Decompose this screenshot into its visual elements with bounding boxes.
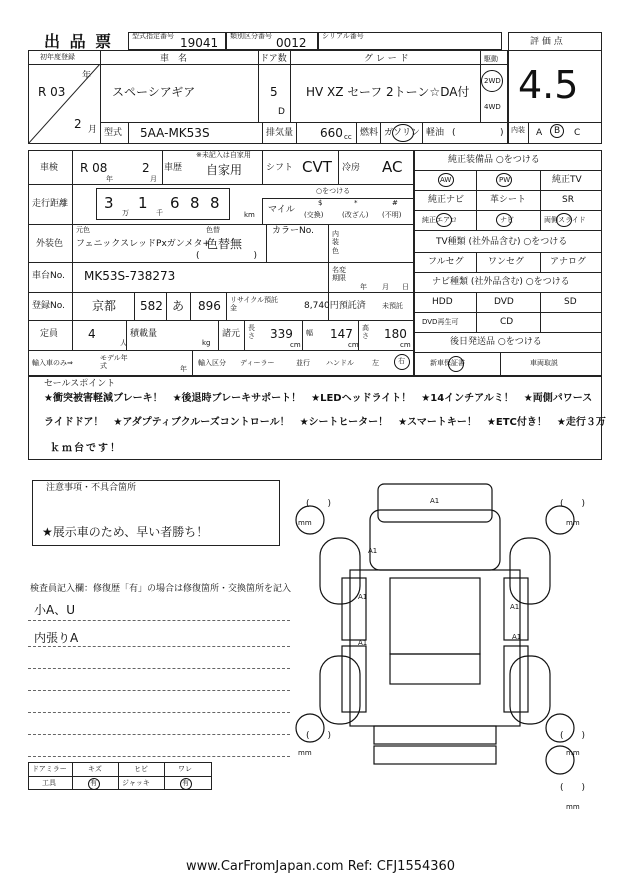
color-change-label: 色替 <box>206 226 220 234</box>
sales-line-2: ライドドア！ ★アダプティブクルーズコントロール！ ★シートヒーター！ ★スマートキー！ ★ETC付き！ ★走行３万 <box>44 417 606 428</box>
mileage-digit-1: 3 <box>104 194 114 212</box>
equip-aw: AW <box>440 176 452 184</box>
later-label: 後日発送品 ○をつける <box>450 337 542 347</box>
import-parallel: 並行 <box>296 359 310 367</box>
tv-analog: アナログ <box>550 257 587 267</box>
mileage-sen: 千 <box>156 209 163 217</box>
legend-mirror: ドアミラー <box>32 765 67 773</box>
interior-label: 内装 <box>511 126 525 134</box>
dim-label: 諸元 <box>222 329 241 339</box>
reg-era: R 03 <box>38 85 66 99</box>
equip-tv: 純正TV <box>552 175 582 185</box>
tire-spare-paren: ( ) <box>560 783 586 793</box>
diagram-mark-right-door1: A1 <box>510 603 520 611</box>
reg-label: 初年度登録 <box>40 53 75 61</box>
regno-label: 登録No. <box>32 301 65 311</box>
tire-fl-paren: ( ) <box>306 499 332 509</box>
navi-sd: SD <box>564 297 577 307</box>
tv-full: フルセグ <box>428 257 464 267</box>
mileage-digit-4: 8 <box>190 194 200 212</box>
legend-tool: 工具 <box>42 779 56 787</box>
tire-rr-unit: mm <box>566 749 580 757</box>
hgt: 180 <box>384 327 407 341</box>
hgt-label: 高さ <box>362 324 369 341</box>
len: 339 <box>270 327 293 341</box>
diagram-mark-front: A1 <box>430 497 440 505</box>
model-year-label: モデル年式 <box>100 354 128 371</box>
equip-leather: 革シート <box>490 195 527 205</box>
navi-label: ナビ種類 (社外品含む) ○をつける <box>432 277 570 287</box>
tire-fr-paren: ( ) <box>560 499 586 509</box>
cap: 4 <box>88 327 96 341</box>
navi-hdd: HDD <box>432 297 453 307</box>
type-no: 19041 <box>180 36 219 50</box>
mileage-km: km <box>244 211 255 219</box>
equip-aero: 純正エアロ <box>422 216 457 224</box>
car-name-label: 車 名 <box>160 54 188 64</box>
tv-one: ワンセグ <box>488 257 525 267</box>
cap-unit: 人 <box>120 339 127 347</box>
later-manual: 車両取説 <box>530 359 558 367</box>
model-year-unit: 年 <box>180 365 187 373</box>
serial-label: シリアル番号 <box>322 32 364 40</box>
footer-ref: www.CarFromJapan.com Ref: CFJ1554360 <box>186 859 456 874</box>
wid: 147 <box>330 327 353 341</box>
recycle: 8,740円預託済 <box>304 301 366 311</box>
diagram-mark-right-door2: A1 <box>512 633 522 641</box>
handle-left: 左 <box>372 359 379 367</box>
tire-rr-paren: ( ) <box>560 731 586 741</box>
import-label: 輸入車のみ⇒ <box>32 359 73 367</box>
mileage-digit-5: 8 <box>210 194 220 212</box>
disp-label: 排気量 <box>266 128 294 138</box>
drive-2wd: 2WD <box>484 77 501 85</box>
wid-cm: cm <box>348 341 359 349</box>
doors-label: ドア数 <box>260 54 287 64</box>
mileage-digit-2: 1 <box>138 194 148 212</box>
notes-text: ★展示車のため、早い者勝ち！ <box>42 525 209 539</box>
inspect: R 08 <box>80 161 108 175</box>
name-change-label: 名変期限 <box>332 266 346 283</box>
drive-4wd: 4WD <box>484 103 501 111</box>
mileage-digit-3: 6 <box>170 194 180 212</box>
disp-unit: cc <box>344 133 352 141</box>
doors: 5 <box>270 85 278 99</box>
handle-right: 右 <box>398 357 405 365</box>
car-name: スペーシアギア <box>112 85 196 99</box>
model: 5AA-MK53S <box>140 126 210 140</box>
ac-label: 冷房 <box>342 163 361 173</box>
inspect-month-unit: 月 <box>150 175 157 183</box>
equip-sr: SR <box>562 195 574 205</box>
load-label: 積載量 <box>130 329 158 339</box>
diesel-paren-close: ) <box>500 128 504 138</box>
tire-spare-unit: mm <box>566 803 580 811</box>
model-label: 型式 <box>104 128 123 138</box>
recycle-label: リサイクル預託金 <box>230 296 279 313</box>
mile-circle-note: ○をつける <box>316 187 351 195</box>
tv-label: TV種類 (社外品含む) ○をつける <box>436 237 568 247</box>
import-dealer: ディーラー <box>240 359 275 367</box>
inspector-line-1: 小A、U <box>34 603 75 617</box>
navi-dvd: DVD <box>494 297 514 307</box>
legend-tool-yes: 有 <box>90 779 97 787</box>
chassis-label: 車台No. <box>32 271 65 281</box>
hgt-cm: cm <box>400 341 411 349</box>
grade: HV XZ セーフ 2トーン☆DA付 <box>306 85 470 99</box>
use-note: ※未記入は自家用 <box>196 151 251 159</box>
grade-score: 4.5 <box>518 63 579 107</box>
use: 自家用 <box>206 163 243 177</box>
legend-ware: ワレ <box>178 765 192 773</box>
shift: CVT <box>302 158 332 176</box>
mileage-man: 万 <box>122 209 129 217</box>
recycle-unpaid: 未預託 <box>382 302 403 310</box>
reg-month: 2 <box>74 117 82 131</box>
sales-line-1: ★衝突被害軽減ブレーキ！ ★後退時ブレーキサポート！ ★LEDヘッドライト！ ★14インチアルミ！ ★両側パワース <box>44 393 593 404</box>
diesel-paren-open: ( <box>452 128 456 138</box>
reg-city: 京都 <box>92 299 117 313</box>
later-warranty: 新車保証書 <box>430 359 465 367</box>
diagram-mark-left-door1: A1 <box>358 593 368 601</box>
tire-rl-paren: ( ) <box>306 731 332 741</box>
disp: 660 <box>320 126 343 140</box>
chassis: MK53S-738273 <box>84 269 176 283</box>
import-class-label: 輸入区分 <box>198 359 226 367</box>
navi-dvd-play: DVD再生可 <box>422 318 459 326</box>
interior-color-label: 内装色 <box>332 230 339 255</box>
nc-month: 月 <box>382 283 389 291</box>
notes-label: 注意事項・不具合箇所 <box>46 483 137 493</box>
tire-rl-unit: mm <box>298 749 312 757</box>
reg-month-unit: 月 <box>88 125 98 135</box>
grade-label: グ レ ー ド <box>364 54 409 64</box>
colorno-label: カラーNo. <box>272 226 314 236</box>
legend-kizu: キズ <box>88 765 102 773</box>
fuel: ガソリン <box>384 128 421 138</box>
mile-dollar: $ <box>318 199 323 207</box>
tire-fl-unit: mm <box>298 519 312 527</box>
inspect-label: 車検 <box>40 163 59 173</box>
color-change: 色替無 <box>206 237 243 251</box>
legend-hibi: ヒビ <box>134 765 148 773</box>
color: フェニックスレッドPxガンメタ+ <box>76 239 211 249</box>
equip-slide: 両側スライド <box>544 216 586 224</box>
mile-kai: * <box>354 199 358 207</box>
use-label: 車歴 <box>164 163 183 173</box>
orig-color-label: 元色 <box>76 226 90 234</box>
car-diagram <box>290 478 610 808</box>
wid-label: 幅 <box>306 329 313 337</box>
color-paren: ( ) <box>196 251 258 261</box>
diesel: 軽油 <box>426 128 445 138</box>
sales-label: セールスポイント <box>44 379 116 389</box>
page-title: 出 品 票 <box>44 32 114 51</box>
legend-jack: ジャッキ <box>122 779 150 787</box>
shift-label: シフト <box>266 163 294 173</box>
interior-a: A <box>536 128 543 138</box>
mile-unknown: (不明) <box>382 211 402 219</box>
doors-sub: D <box>278 107 285 117</box>
grade-score-label: 評 価 点 <box>530 37 563 47</box>
equip-navi: 純正ナビ <box>428 195 465 205</box>
interior-c: C <box>574 128 581 138</box>
drive-label: 駆動 <box>484 55 498 63</box>
equip-navi2: ナビ <box>500 216 514 224</box>
navi-cd: CD <box>500 317 514 327</box>
reg-year-unit: 年 <box>82 71 92 81</box>
inspect-year-unit: 年 <box>106 175 113 183</box>
interior-b: B <box>554 126 561 136</box>
mileage-label: 走行距離 <box>32 199 69 209</box>
len-label: 長さ <box>248 324 255 341</box>
class-no-label: 類別区分番号 <box>230 32 272 40</box>
diagram-mark-left-front: A1 <box>368 547 378 555</box>
nc-year: 年 <box>360 283 367 291</box>
inspect-month: 2 <box>142 161 150 175</box>
nc-day: 日 <box>402 283 409 291</box>
mile-exchange: (交換) <box>304 211 324 219</box>
cap-label: 定員 <box>40 329 59 339</box>
mile-label: マイル <box>268 205 295 215</box>
tire-fr-unit: mm <box>566 519 580 527</box>
legend-jack-yes: 有 <box>182 779 189 787</box>
genuine-label: 純正装備品 ○をつける <box>448 155 540 165</box>
inspector-line-2: 内張りA <box>34 631 79 645</box>
reg-kana: あ <box>172 299 185 313</box>
fuel-label: 燃料 <box>360 128 379 138</box>
color-label: 外装色 <box>36 239 64 249</box>
class-no: 0012 <box>276 36 307 50</box>
reg-class: 582 <box>140 299 163 313</box>
inspector-label: 検査員記入欄：修復歴「有」の場合は修復箇所・交換箇所を記入 <box>30 584 292 594</box>
equip-pw: PW <box>499 176 511 184</box>
len-cm: cm <box>290 341 301 349</box>
reg-no: 896 <box>198 299 221 313</box>
load-unit: kg <box>202 339 211 347</box>
type-no-label: 型式指定番号 <box>132 32 174 40</box>
mile-kai2: (改ざん) <box>342 211 369 219</box>
handle-label: ハンドル <box>326 359 354 367</box>
ac: AC <box>382 158 403 176</box>
diagram-mark-left-door2: A1 <box>358 639 368 647</box>
mile-hash: # <box>392 199 398 207</box>
sales-line-3: ｋｍ台です！ <box>50 443 122 454</box>
